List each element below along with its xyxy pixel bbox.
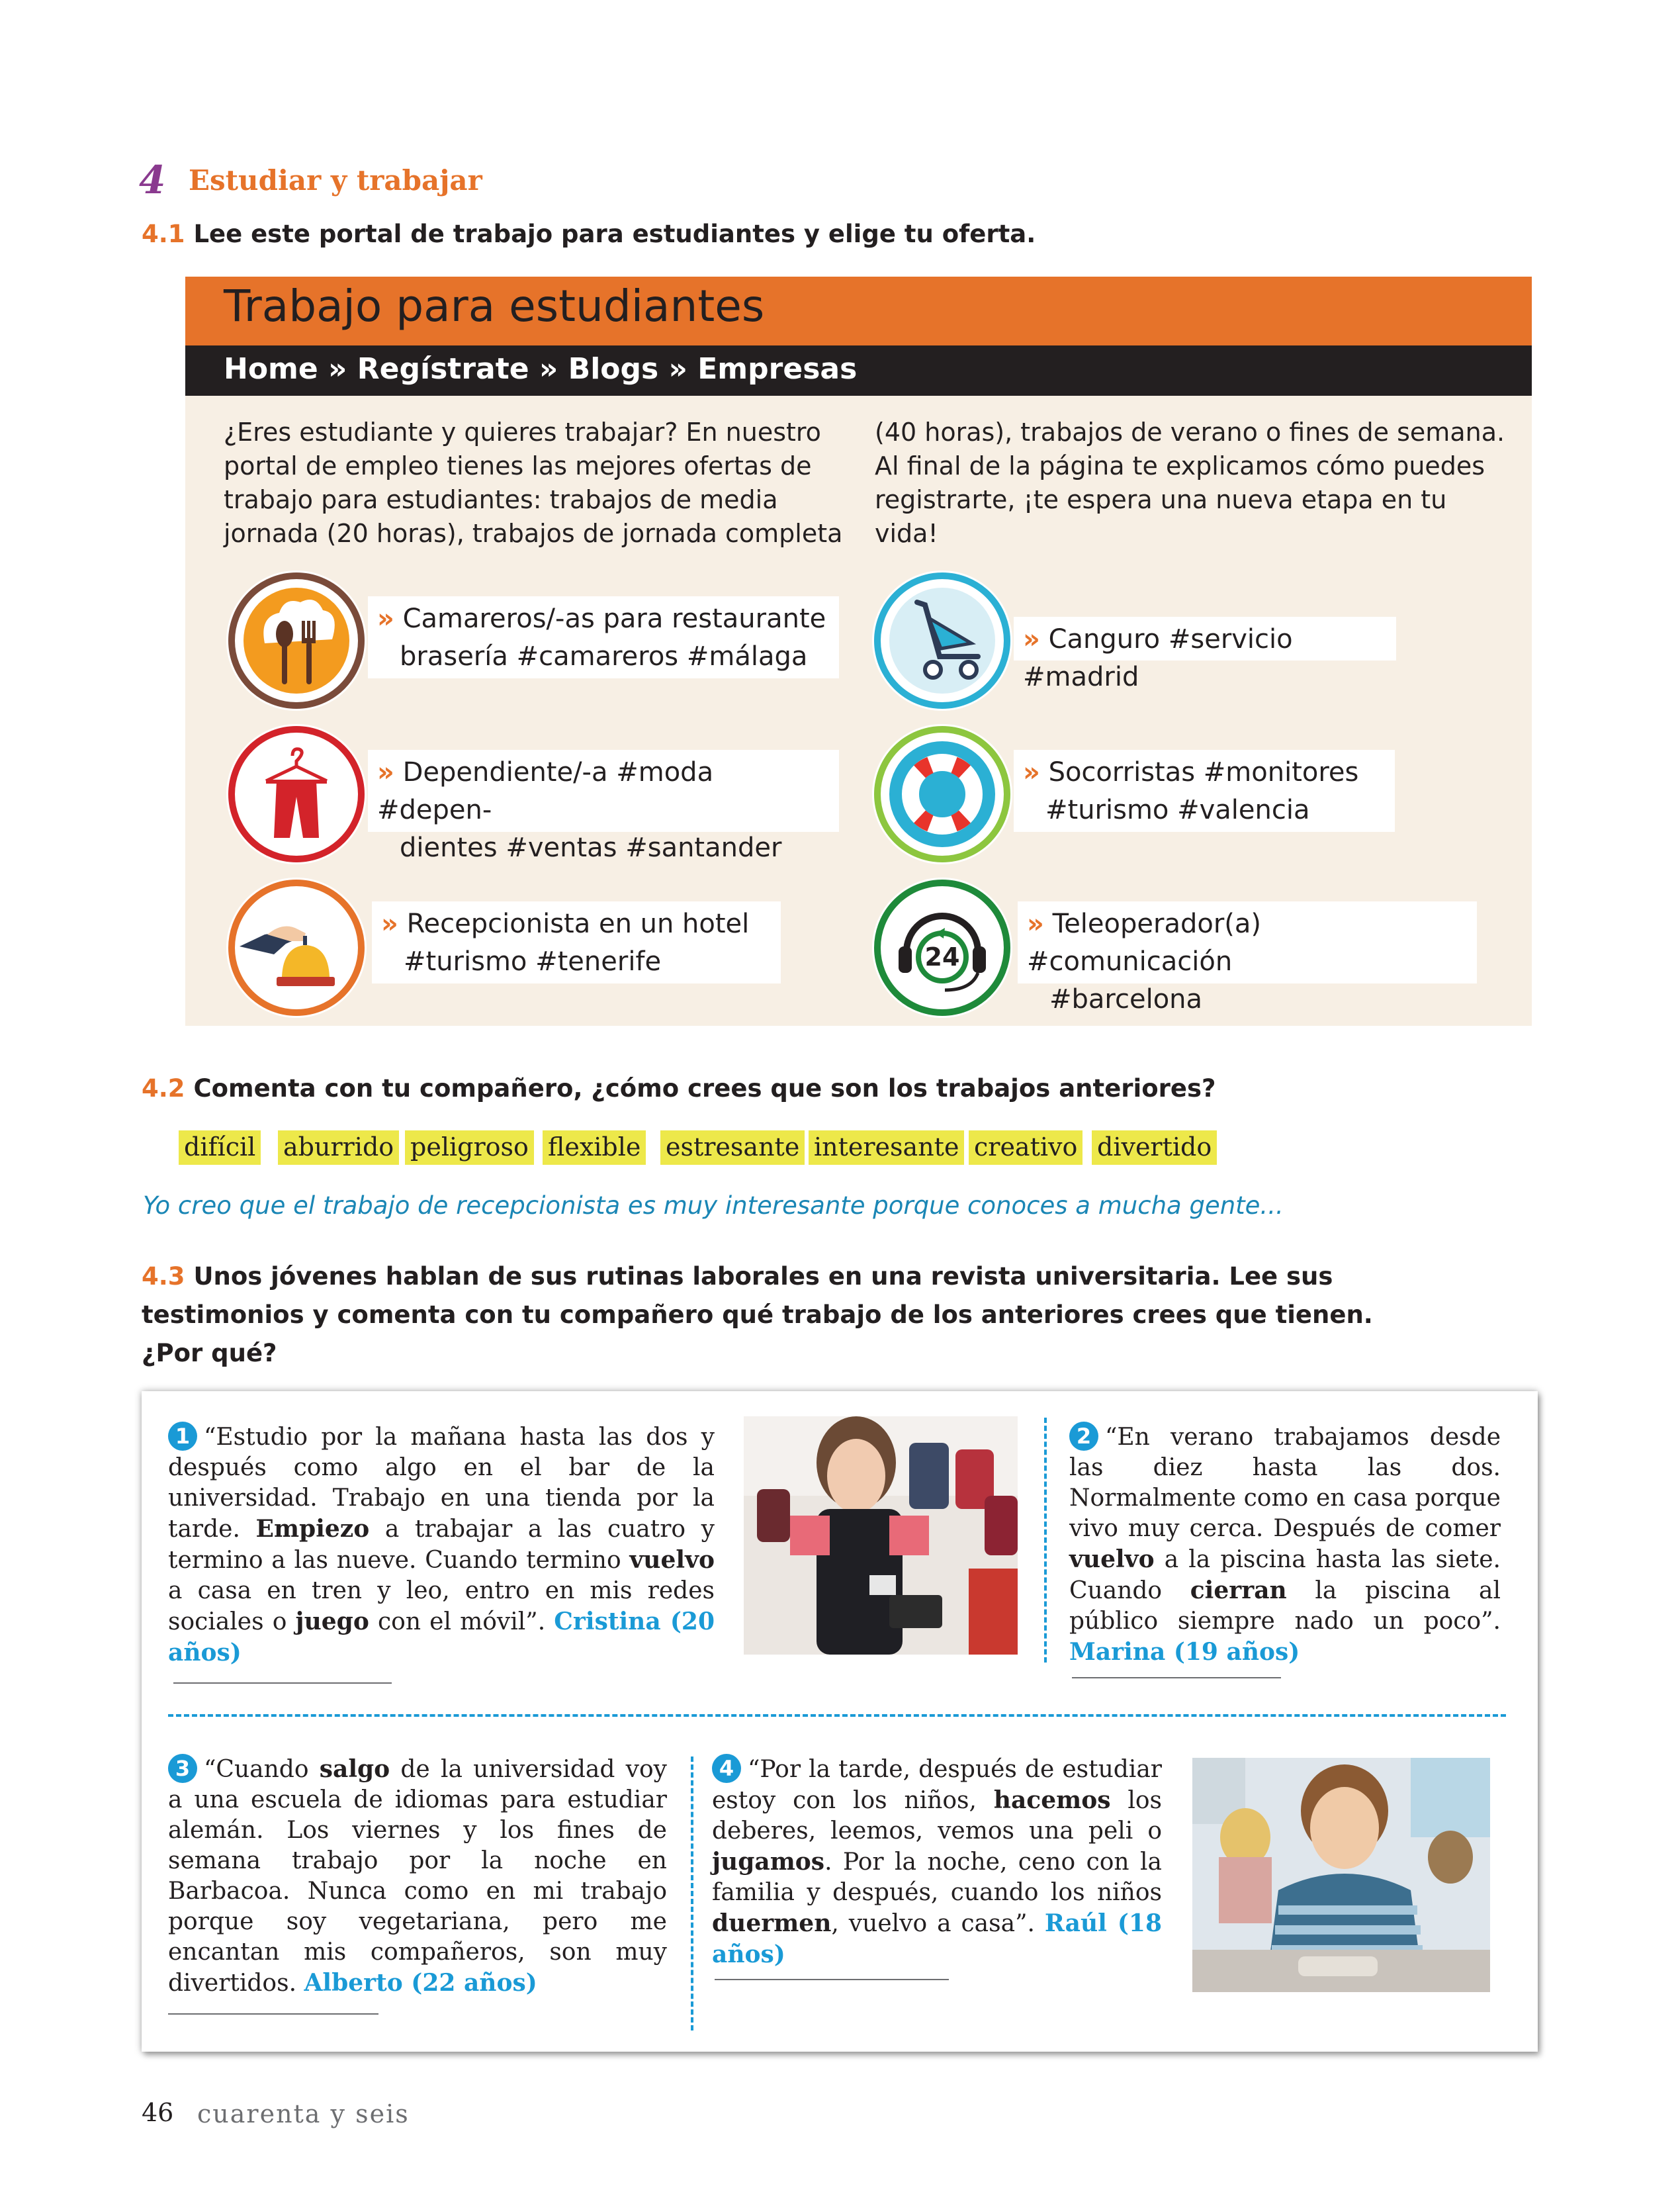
adjective-tag: estresante bbox=[660, 1130, 805, 1165]
exercise-text: Unos jóvenes hablan de sus rutinas laborales en una revista universitaria. Lee sus bbox=[193, 1262, 1333, 1291]
arrow-icon: » bbox=[1023, 624, 1040, 655]
arrow-icon: » bbox=[381, 909, 398, 939]
exercise-4-3-instruction bbox=[142, 1257, 1465, 1373]
portal-intro-left bbox=[224, 416, 859, 551]
student-classroom-photo bbox=[1192, 1758, 1490, 1992]
exercise-text: Comenta con tu compañero, ¿cómo crees que son los trabajos anteriores? bbox=[193, 1074, 1216, 1103]
portal-title: Trabajo para estudiantes bbox=[224, 281, 765, 332]
adjective-tag: difícil bbox=[179, 1130, 261, 1165]
job-tags: #turismo #tenerife bbox=[404, 946, 662, 977]
adjective-tag: divertido bbox=[1092, 1130, 1217, 1165]
intro-line: (40 horas), trabajos de verano o fines de semana. bbox=[875, 418, 1505, 447]
arrow-icon: » bbox=[377, 604, 394, 634]
testimonial-author: Marina (19 años) bbox=[1069, 1638, 1300, 1666]
page-number-words: cuarenta y seis bbox=[197, 2099, 410, 2128]
exercise-number: 4.2 bbox=[142, 1074, 185, 1103]
adjective-tag: creativo bbox=[969, 1130, 1083, 1165]
job-title: Dependiente/-a #moda #depen- bbox=[377, 757, 714, 825]
exercise-4-2-instruction bbox=[142, 1070, 1216, 1108]
job-offer-socorristas[interactable] bbox=[1014, 750, 1395, 832]
job-offer-camareros[interactable] bbox=[368, 596, 839, 678]
intro-line: portal de empleo tienes las mejores ofertas de bbox=[224, 451, 812, 480]
arrow-icon: » bbox=[1027, 909, 1044, 939]
job-line bbox=[381, 905, 772, 943]
intro-line: ¿Eres estudiante y quieres trabajar? En nuestro bbox=[224, 418, 821, 447]
answer-line[interactable] bbox=[168, 2013, 378, 2015]
exercise-line bbox=[142, 1257, 1465, 1296]
job-offer-canguro[interactable] bbox=[1014, 617, 1396, 692]
testimonial-number-badge: 3 bbox=[168, 1754, 197, 1783]
job-line bbox=[1023, 621, 1387, 696]
section-title: Estudiar y trabajar bbox=[189, 164, 482, 197]
intro-line: jornada (20 horas), trabajos de jornada completa bbox=[224, 519, 843, 548]
headset-24-icon bbox=[872, 878, 1012, 1018]
testimonial-4: 4 “Por la tarde, después de estudiar estoy con los niños, hacemos los deberes, leemos, vemos una peli o jugamos. Por la noche, ceno con la familia y después, cuando los niños duermen, vuelvo a casa”. Raúl (18 años) bbox=[712, 1754, 1162, 1970]
testimonial-1: 1 “Estudio por la mañana hasta las dos y después como algo en el bar de la universidad. Trabajo en una tienda por la tarde. Empiezo a trabajar a las cuatro y termino a las nueve. Cuando termino vuelvo a casa en tren y leo, entro en mis redes sociales o juego con el móvil”. Cristina (20 años) bbox=[168, 1422, 715, 1668]
job-line bbox=[1027, 905, 1468, 981]
exercise-number: 4.3 bbox=[142, 1262, 185, 1291]
job-tags: #turismo #valencia bbox=[1045, 795, 1310, 825]
testimonial-3: 3 “Cuando salgo de la universidad voy a una escuela de idiomas para estudiar alemán. Los viernes y los fines de semana trabajo por la noche en Barbacoa. Nunca como en mi trabajo porque soy vegetariana, pero me encantan mis compañeros, son muy divertidos. Alberto (22 años) bbox=[168, 1755, 667, 1997]
intro-line: registrarte, ¡te espera una nueva etapa en tu vida! bbox=[875, 485, 1447, 548]
job-line bbox=[377, 600, 830, 638]
intro-line: Al final de la página te explicamos cómo puedes bbox=[875, 451, 1485, 480]
shop-assistant-photo bbox=[744, 1416, 1018, 1655]
column-divider bbox=[691, 1757, 693, 2030]
job-offer-recepcionista[interactable] bbox=[372, 901, 781, 983]
job-offer-dependiente[interactable] bbox=[368, 750, 839, 863]
exercise-text: Lee este portal de trabajo para estudiantes y elige tu oferta. bbox=[193, 220, 1036, 248]
example-sentence: Yo creo que el trabajo de recepcionista es muy interesante porque conoces a mucha gente... bbox=[143, 1191, 1284, 1220]
adjective-tag: flexible bbox=[543, 1130, 646, 1165]
portal-intro-right bbox=[875, 416, 1510, 551]
testimonial-number-badge: 1 bbox=[168, 1422, 197, 1451]
reception-bell-icon bbox=[226, 878, 367, 1018]
job-line bbox=[1023, 754, 1386, 792]
column-divider bbox=[1044, 1418, 1047, 1663]
job-tags: #barcelona bbox=[1049, 984, 1203, 1015]
job-title: Socorristas #monitores bbox=[1048, 757, 1359, 788]
page-number: 46 bbox=[142, 2098, 174, 2127]
answer-line[interactable] bbox=[1072, 1677, 1281, 1678]
testimonial-author: Raúl (18 años) bbox=[712, 1909, 1162, 1968]
job-line bbox=[377, 754, 830, 829]
job-title: Teleoperador(a) #comunicación bbox=[1027, 909, 1261, 977]
testimonial-2: 2 “En verano trabajamos desde las diez hasta las dos. Normalmente como en casa porque vivo muy cerca. Después de comer vuelvo a la piscina hasta las siete. Cuando cierran la piscina al público siempre nado un poco”. Marina (19 años) bbox=[1069, 1422, 1501, 1668]
row-divider bbox=[168, 1714, 1506, 1717]
exercise-text: testimonios y comenta con tu compañero qué trabajo de los anteriores crees que tienen. bbox=[142, 1300, 1373, 1329]
testimonial-author: Alberto (22 años) bbox=[304, 1969, 537, 1997]
job-title: Canguro #servicio #madrid bbox=[1023, 624, 1293, 692]
job-tags: brasería #camareros #málaga bbox=[400, 641, 808, 672]
section-number: 4 bbox=[139, 158, 166, 203]
testimonial-author: Cristina (20 años) bbox=[168, 1608, 715, 1666]
intro-line: trabajo para estudiantes: trabajos de media bbox=[224, 485, 778, 514]
adjective-tag: peligroso bbox=[405, 1130, 534, 1165]
arrow-icon: » bbox=[377, 757, 394, 788]
testimonial-number-badge: 4 bbox=[712, 1754, 741, 1783]
exercise-number: 4.1 bbox=[142, 220, 185, 248]
exercise-4-1-instruction bbox=[142, 215, 1036, 253]
job-title: Recepcionista en un hotel bbox=[406, 909, 750, 939]
answer-line[interactable] bbox=[715, 1979, 949, 1980]
restaurant-cutlery-icon bbox=[226, 570, 367, 711]
portal-breadcrumb[interactable]: Home » Regístrate » Blogs » Empresas bbox=[224, 352, 858, 386]
baby-stroller-icon bbox=[872, 570, 1012, 711]
lifebuoy-icon bbox=[872, 724, 1012, 864]
testimonial-number-badge: 2 bbox=[1069, 1422, 1098, 1451]
icon-24-label: 24 bbox=[924, 942, 960, 972]
exercise-text: ¿Por qué? bbox=[142, 1339, 277, 1367]
arrow-icon: » bbox=[1023, 757, 1040, 788]
clothes-hanger-icon bbox=[226, 724, 367, 864]
adjective-tag: interesante bbox=[809, 1130, 964, 1165]
job-tags: dientes #ventas #santander bbox=[400, 833, 782, 863]
job-offer-teleoperador[interactable] bbox=[1018, 901, 1477, 1015]
job-title: Camareros/-as para restaurante bbox=[402, 604, 826, 634]
adjective-tag: aburrido bbox=[278, 1130, 399, 1165]
answer-line[interactable] bbox=[173, 1682, 392, 1684]
